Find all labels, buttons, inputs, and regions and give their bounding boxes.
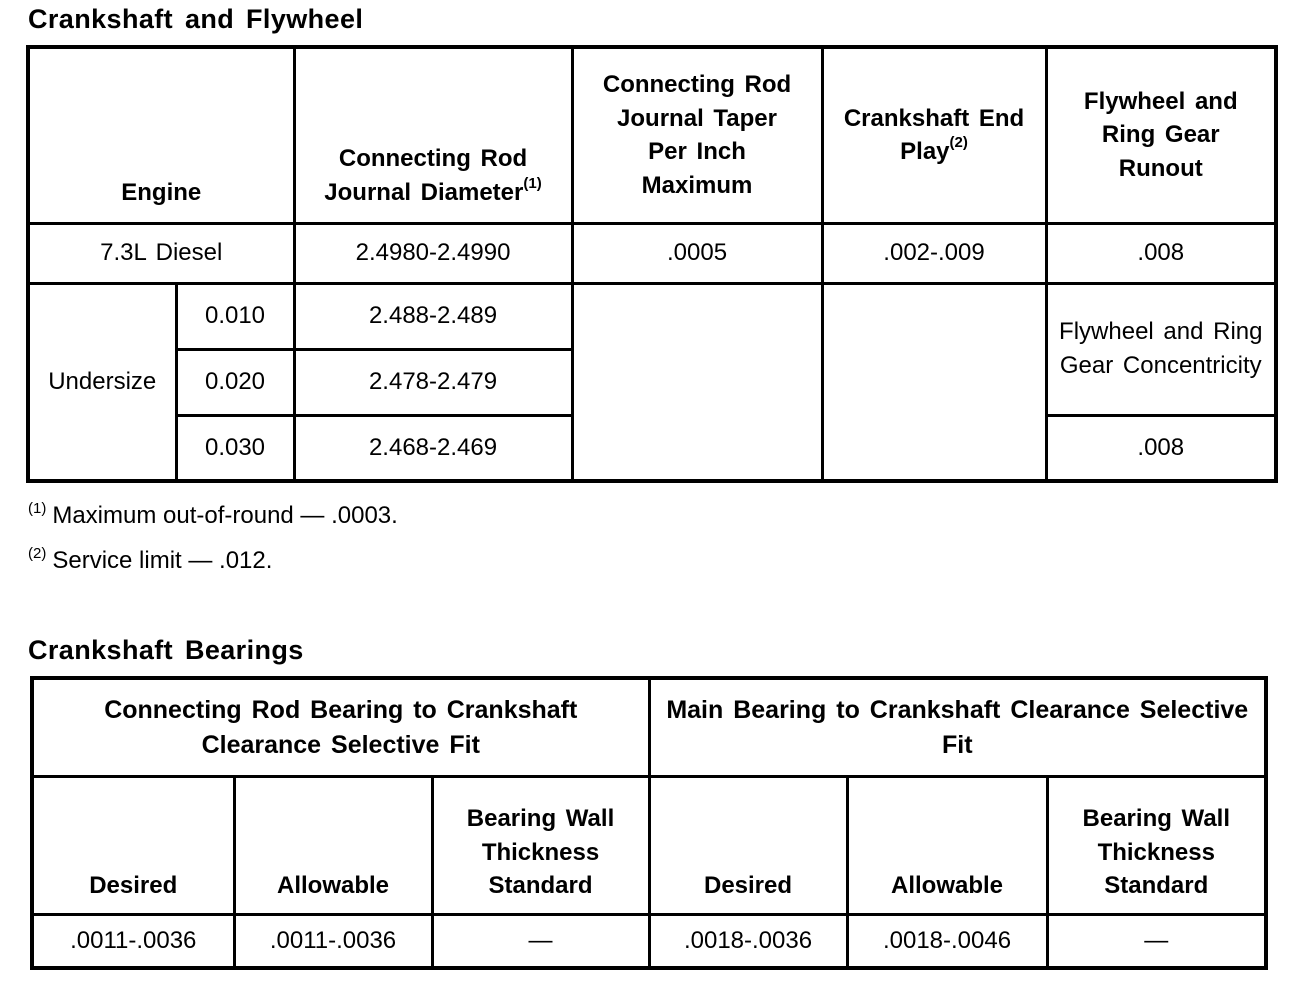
header-rod-wall-thickness: Bearing Wall Thickness Standard	[432, 776, 649, 914]
header-journal-taper-text: Connecting Rod Journal Taper Per Inch Maximum	[602, 71, 792, 199]
footnote-2	[28, 542, 1284, 579]
cell-engine-name: 7.3L Diesel	[28, 223, 294, 283]
cell-rod-allowable: .0011-.0036	[234, 914, 432, 968]
crankshaft-flywheel-title: Crankshaft and Flywheel	[28, 4, 364, 34]
footnote-1	[28, 497, 1284, 534]
crankshaft-flywheel-table	[26, 45, 1278, 483]
cell-end-play: .002-.009	[822, 223, 1046, 283]
cell-rod-desired: .0011-.0036	[32, 914, 234, 968]
header-end-play-text: Crankshaft End Play	[843, 104, 1025, 166]
table-row-bearing-values	[32, 914, 1266, 968]
crankshaft-bearings-title: Crankshaft Bearings	[28, 635, 304, 666]
cell-main-wall-thickness: —	[1047, 914, 1266, 968]
table-column-header-row	[32, 776, 1266, 914]
cell-undersize-size-010: 0.010	[176, 283, 294, 349]
header-engine: Engine	[28, 47, 294, 223]
table-header-row	[28, 47, 1276, 223]
cell-runout: .008	[1046, 223, 1276, 283]
crankshaft-bearings-table	[30, 676, 1268, 970]
footnote-ref-1: (1)	[523, 174, 542, 192]
header-main-wall-thickness: Bearing Wall Thickness Standard	[1047, 776, 1266, 914]
cell-journal-taper: .0005	[572, 223, 822, 283]
table-row-undersize-010	[28, 283, 1276, 349]
cell-main-desired: .0018-.0036	[649, 914, 847, 968]
cell-main-allowable: .0018-.0046	[847, 914, 1047, 968]
table-group-header-row	[32, 678, 1266, 776]
footnote-1-text: Maximum out-of-round — .0003.	[52, 502, 398, 529]
group-header-rod-bearing: Connecting Rod Bearing to Crankshaft Clearance Selective Fit	[32, 678, 649, 776]
header-rod-journal-diameter	[294, 47, 572, 223]
cell-rod-wall-thickness: —	[432, 914, 649, 968]
group-header-main-bearing: Main Bearing to Crankshaft Clearance Selective Fit	[649, 678, 1266, 776]
cell-undersize-endplay-empty	[822, 283, 1046, 481]
cell-undersize-label: Undersize	[28, 283, 176, 481]
cell-undersize-diameter-030: 2.468-2.469	[294, 415, 572, 481]
footnote-2-text: Service limit — .012.	[52, 547, 273, 575]
cell-concentricity-label: Flywheel and Ring Gear Concentricity	[1046, 283, 1276, 415]
header-ring-gear-runout: Flywheel and Ring Gear Runout	[1046, 47, 1276, 223]
cell-undersize-size-030: 0.030	[176, 415, 294, 481]
header-journal-taper	[572, 47, 822, 223]
header-end-play	[822, 47, 1046, 223]
header-rod-allowable: Allowable	[234, 776, 432, 914]
cell-undersize-taper-empty	[572, 283, 822, 481]
header-main-desired: Desired	[649, 776, 847, 914]
table-row-engine	[28, 223, 1276, 283]
cell-undersize-diameter-020: 2.478-2.479	[294, 349, 572, 415]
cell-undersize-diameter-010: 2.488-2.489	[294, 283, 572, 349]
header-main-allowable: Allowable	[847, 776, 1047, 914]
footnote-1-marker: (1)	[28, 500, 47, 517]
footnotes	[28, 497, 1284, 579]
cell-undersize-size-020: 0.020	[176, 349, 294, 415]
header-rod-journal-diameter-text: Connecting Rod Journal Diameter	[324, 145, 528, 206]
footnote-2-marker: (2)	[28, 545, 47, 563]
cell-concentricity-value: .008	[1046, 415, 1276, 481]
footnote-ref-2: (2)	[949, 134, 968, 152]
cell-journal-diameter: 2.4980-2.4990	[294, 223, 572, 283]
header-rod-desired: Desired	[32, 776, 234, 914]
